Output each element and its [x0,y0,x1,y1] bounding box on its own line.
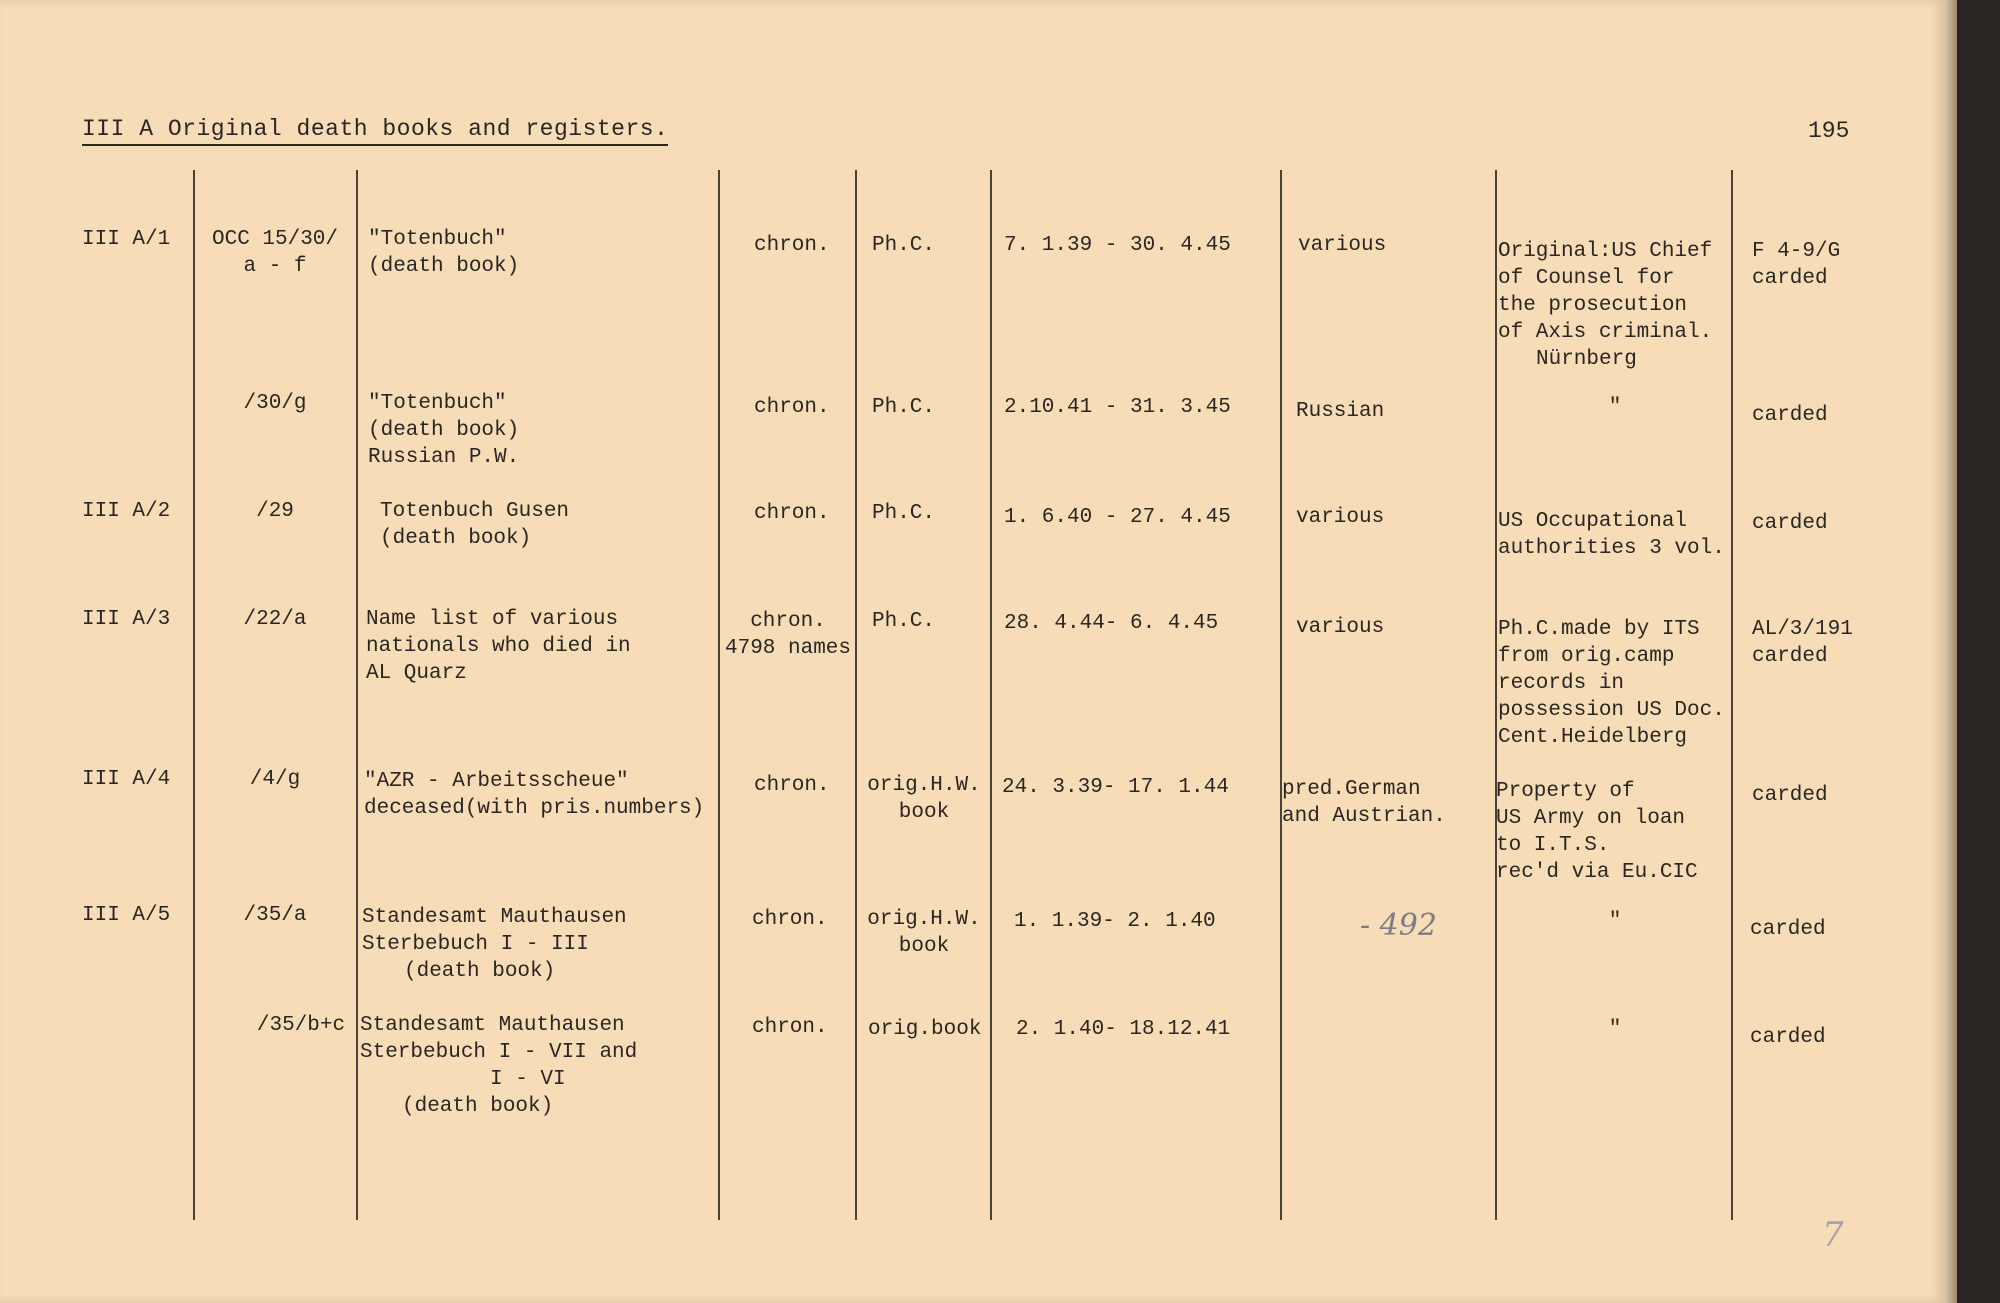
remarks-line: of Counsel for [1498,267,1675,290]
ref-line: /29 [256,500,294,523]
row-dates: 1. 1.39- 2. 1.40 [1014,910,1216,933]
order-line: chron. [750,610,826,633]
page-heading: III A Original death books and registers. [82,116,668,146]
description-line: (death book) [404,960,556,983]
description-line: "Totenbuch" [368,228,507,251]
row-description [368,226,519,280]
row-description [362,904,627,985]
ref-line: /4/g [249,768,301,791]
remarks-line: Original:US Chief [1498,240,1713,263]
row-dates: 7. 1.39 - 30. 4.45 [1004,234,1231,257]
row-remarks [1498,508,1725,562]
row-remarks [1496,778,1698,886]
description-line: (death book) [368,419,520,442]
description-line: deceased(with pris.numbers) [364,797,705,820]
corner-pencil-mark: 7 [1822,1215,1844,1255]
row-status [1752,238,1840,292]
page-number: 195 [1808,118,1850,144]
format-line: book [898,801,950,824]
row-format: Ph.C. [872,502,936,525]
description-line: (death book) [368,255,520,278]
nationality-line: and Austrian. [1282,805,1446,828]
description-line: (death book) [402,1095,554,1118]
remarks-line: possession US Doc. [1498,699,1725,722]
row-format: Ph.C. [872,610,936,633]
column-rule [1495,170,1497,1220]
remarks-line: records in [1498,672,1625,695]
remarks-line: US Army on loan [1496,807,1686,830]
row-ref [200,498,350,525]
row-remarks [1498,238,1712,373]
remarks-line: to I.T.S. [1496,834,1610,857]
remarks-line: of Axis criminal. [1498,321,1713,344]
description-line: Sterbebuch I - VII and [360,1041,638,1064]
row-remarks: " [1608,910,1622,933]
format-line: orig.H.W. [867,908,981,931]
row-order: chron. [752,1016,828,1039]
row-status: carded [1752,512,1828,535]
row-nationality: various [1296,616,1385,639]
row-status: carded [1752,784,1828,807]
remarks-line: the prosecution [1498,294,1688,317]
status-line: carded [1752,645,1828,668]
nationality-line: pred.German [1282,778,1421,801]
row-description [364,768,704,822]
row-nationality: various [1296,506,1385,529]
row-dates: 28. 4.44- 6. 4.45 [1004,612,1219,635]
status-line: F 4-9/G [1752,240,1841,263]
order-line: 4798 names [724,637,852,660]
row-dates: 2.10.41 - 31. 3.45 [1004,396,1231,419]
column-rule [193,170,195,1220]
row-status: carded [1750,918,1826,941]
row-id: III A/2 [82,500,171,523]
ref-line: /35/b+c [256,1014,346,1037]
ref-line: OCC 15/30/ [211,228,339,251]
handwritten-number: - 492 [1360,908,1437,943]
row-nationality [1282,776,1446,830]
row-description [380,498,569,552]
row-nationality: Russian [1296,400,1385,423]
status-line: carded [1752,267,1828,290]
row-dates: 1. 6.40 - 27. 4.45 [1004,506,1231,529]
description-line: "AZR - Arbeitsscheue" [364,770,629,793]
remarks-line: Nürnberg [1536,348,1637,371]
row-format: Ph.C. [872,396,936,419]
row-format [860,906,988,960]
description-line: AL Quarz [366,662,467,685]
column-rule [990,170,992,1220]
row-format: Ph.C. [872,234,936,257]
ref-line: /22/a [243,608,307,631]
remarks-line: Ph.C.made by ITS [1498,618,1700,641]
row-id: III A/1 [82,228,171,251]
remarks-line: authorities 3 vol. [1498,537,1725,560]
row-description [360,1012,637,1120]
remarks-line: rec'd via Eu.CIC [1496,861,1698,884]
status-line: AL/3/191 [1752,618,1853,641]
remarks-line: US Occupational [1498,510,1688,533]
description-line: Standesamt Mauthausen [360,1014,625,1037]
column-rule [718,170,720,1220]
row-id: III A/3 [82,608,171,631]
ref-line: a - f [243,255,307,278]
column-rule [1280,170,1282,1220]
description-line: nationals who died in [366,635,631,658]
row-ref [200,226,350,280]
row-ref [200,606,350,633]
description-line: "Totenbuch" [368,392,507,415]
row-nationality: various [1298,234,1387,257]
row-ref [200,902,350,929]
row-remarks: " [1608,1018,1622,1041]
description-line: (death book) [380,527,532,550]
row-id: III A/5 [82,904,171,927]
row-order: chron. [754,396,830,419]
description-line: Russian P.W. [368,446,520,469]
description-line: I - VI [490,1068,566,1091]
page-edge [1945,0,1957,1303]
row-order: chron. [754,502,830,525]
row-order: chron. [754,234,830,257]
row-description [366,606,631,687]
row-format [860,772,988,826]
row-remarks: " [1608,396,1622,419]
row-dates: 24. 3.39- 17. 1.44 [1002,776,1229,799]
column-rule [855,170,857,1220]
row-status [1752,616,1853,670]
description-line: Standesamt Mauthausen [362,906,627,929]
row-status: carded [1752,404,1828,427]
format-line: orig.H.W. [867,774,981,797]
ref-line: /35/a [243,904,307,927]
ref-line: /30/g [243,392,307,415]
format-line: book [898,935,950,958]
row-format: orig.book [868,1018,982,1041]
row-dates: 2. 1.40- 18.12.41 [1016,1018,1231,1041]
row-order [722,608,854,662]
row-status: carded [1750,1026,1826,1049]
row-id: III A/4 [82,768,171,791]
description-line: Sterbebuch I - III [362,933,589,956]
column-rule [356,170,358,1220]
remarks-line: Cent.Heidelberg [1498,726,1688,749]
row-order: chron. [754,774,830,797]
row-ref [200,390,350,417]
row-ref [246,1012,356,1039]
row-ref [200,766,350,793]
description-line: Name list of various [366,608,619,631]
remarks-line: Property of [1496,780,1635,803]
row-remarks [1498,616,1725,751]
remarks-line: from orig.camp [1498,645,1675,668]
description-line: Totenbuch Gusen [380,500,570,523]
column-rule [1731,170,1733,1220]
row-description [368,390,519,471]
row-order: chron. [752,908,828,931]
